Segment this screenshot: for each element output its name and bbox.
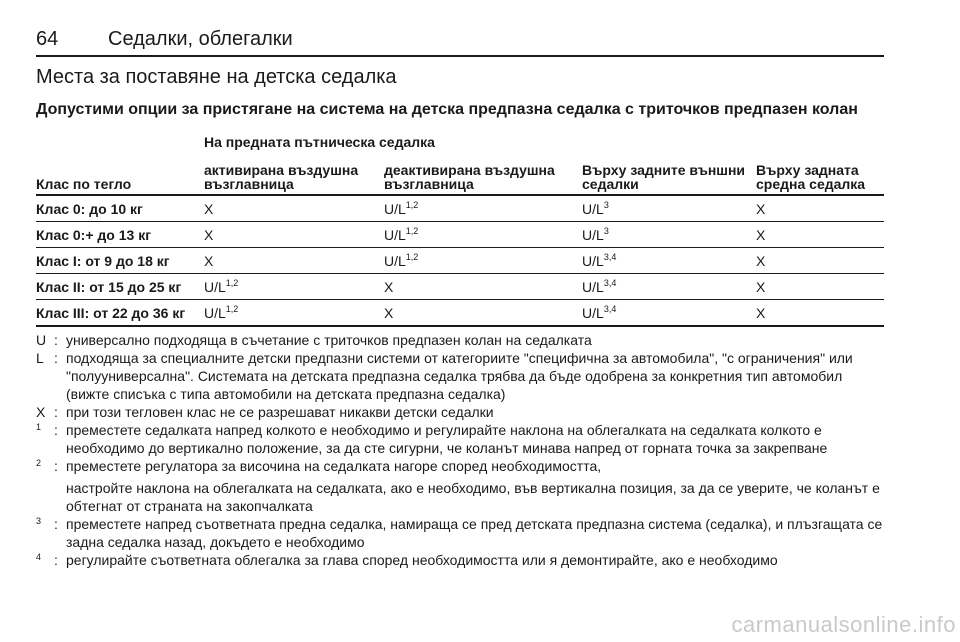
note-item: [36, 349, 884, 403]
note-item: [36, 515, 884, 551]
note-key: [36, 479, 54, 515]
subsection-title: Допустими опции за пристягане на система на детска предпазна седалка с триточков предпазен колан: [36, 101, 858, 118]
table-cell: [582, 274, 756, 300]
footnote-ref: 3,4: [603, 251, 617, 262]
note-text: регулирайте съответната облегалка за глава според необходимостта или я демонтирайте, ако е необходимо: [66, 552, 778, 568]
table-cell: [582, 248, 756, 274]
note-key: 1: [36, 422, 42, 432]
table-cell: [582, 300, 756, 327]
column-header-rear-outer: Върху задните външни седалки: [582, 162, 746, 192]
table-cell: [582, 195, 756, 222]
cell-value: U/L: [384, 226, 406, 243]
note-colon: :: [54, 458, 58, 474]
table-header: [36, 133, 884, 195]
table-cell: [204, 222, 384, 248]
column-header-rear-center: Върху задната средна седалка: [756, 162, 866, 192]
footnote-ref: 1,2: [405, 251, 419, 262]
note-key: 3: [36, 516, 42, 526]
table-cell: [384, 274, 582, 300]
table-row: [36, 222, 884, 248]
table-cell: [756, 248, 884, 274]
cell-value: U/L: [582, 304, 604, 321]
cell-value: X: [756, 304, 766, 321]
footnote-ref: 1,2: [225, 277, 239, 288]
footnote-ref: 3,4: [603, 277, 617, 288]
note-colon: :: [54, 552, 58, 568]
cell-value: U/L: [582, 278, 604, 295]
table-cell: [204, 274, 384, 300]
table-cell: [204, 300, 384, 327]
note-text: настройте наклона на облегалката на седалката, ако е необходимо, във вертикална позиция, за да се уверите, че коланът е обтегнат от страната на закопчалката: [66, 480, 880, 514]
table-cell: [756, 274, 884, 300]
footnote-ref: 3,4: [603, 303, 617, 314]
row-label: Клас III: от 22 до 36 кг: [36, 304, 186, 321]
row-label: Клас 0:+ до 13 кг: [36, 226, 152, 243]
table-row: [36, 300, 884, 327]
header-spacer: [756, 133, 884, 157]
table-cell: [384, 300, 582, 327]
row-label: Клас II: от 15 до 25 кг: [36, 278, 182, 295]
column-header-airbag-off: деактивирана въздушна възглавница: [384, 162, 555, 192]
note-item: [36, 457, 884, 475]
table-row: [36, 195, 884, 222]
footnote-ref: 1,2: [405, 225, 419, 236]
note-key: 2: [36, 458, 42, 468]
note-item: [36, 331, 884, 349]
table-cell: [756, 195, 884, 222]
cell-value: X: [204, 252, 214, 269]
footnote-ref: 3: [603, 225, 609, 236]
note-text: преместете напред съответната предна седалка, намираща се пред детската предпазна система (седалка), и плъзгащата се задна седалка назад, докъдето е необходимо: [66, 516, 883, 550]
note-item: [36, 479, 884, 515]
table-cell: [204, 248, 384, 274]
cell-value: X: [756, 252, 766, 269]
table-cell: [384, 248, 582, 274]
table-cell: [756, 222, 884, 248]
section-title: Места за поставяне на детска седалка: [36, 66, 397, 88]
legend-notes: [36, 331, 884, 569]
cell-value: U/L: [582, 200, 604, 217]
footnote-ref: 1,2: [405, 199, 419, 210]
cell-value: X: [756, 278, 766, 295]
note-colon: :: [54, 350, 58, 366]
cell-value: X: [756, 226, 766, 243]
note-colon: :: [54, 422, 58, 438]
note-colon-spacer: [54, 479, 66, 515]
note-colon: :: [54, 332, 58, 348]
row-label: Клас 0: до 10 кг: [36, 200, 143, 217]
column-header-weight-class: Клас по тегло: [36, 176, 132, 192]
note-text: универсално подходяща в съчетание с триточков предпазен колан на седалката: [66, 332, 592, 348]
page-number: 64: [36, 28, 59, 50]
column-header-airbag-on: активирана въздушна възглавница: [204, 162, 359, 192]
note-item: [36, 551, 884, 569]
footnote-ref: 3: [603, 199, 609, 210]
cell-value: X: [384, 278, 394, 295]
table-cell: [756, 300, 884, 327]
cell-value: X: [204, 226, 214, 243]
note-key: 4: [36, 552, 42, 562]
cell-value: U/L: [384, 252, 406, 269]
cell-value: U/L: [582, 226, 604, 243]
table-cell: [384, 195, 582, 222]
cell-value: U/L: [384, 200, 406, 217]
row-label: Клас I: от 9 до 18 кг: [36, 252, 170, 269]
table-row: [36, 274, 884, 300]
note-text: подходяща за специалните детски предпазни системи от категориите "специфична за автомобила", "с ограничения" или "полууниверсална". Системата на детската предпазна седалка трябва да бъде одобрена за конкретния тип автомобил (вижте списъка с типа автомобили на детската предпазна седалка): [66, 350, 853, 402]
cell-value: X: [204, 200, 214, 217]
header-rule: [36, 55, 884, 57]
note-colon: :: [54, 404, 58, 420]
column-group-front-passenger: На предната пътническа седалка: [204, 134, 435, 150]
table-row: [36, 248, 884, 274]
child-seat-table: [36, 133, 884, 327]
table-cell: [582, 222, 756, 248]
watermark: carmanualsonline.info: [731, 612, 956, 637]
table-body: [36, 195, 884, 326]
footnote-ref: 1,2: [225, 303, 239, 314]
header-spacer: [582, 133, 756, 157]
note-text: при този тегловен клас не се разрешават никакви детски седалки: [66, 404, 494, 420]
cell-value: U/L: [204, 278, 226, 295]
note-item: [36, 403, 884, 421]
chapter-title: Седалки, облегалки: [108, 28, 293, 50]
cell-value: U/L: [204, 304, 226, 321]
note-text: преместете седалката напред колкото е необходимо и регулирайте наклона на облегалката на седалката колкото е необходимо до вертикално положение, за да сте сигурни, че коланът минава напред от горната точка за закрепване: [66, 422, 828, 456]
note-key: U: [36, 332, 47, 348]
cell-value: X: [756, 200, 766, 217]
note-key: X: [36, 404, 46, 420]
cell-value: X: [384, 304, 394, 321]
note-text: преместете регулатора за височина на седалката нагоре според необходимостта,: [66, 458, 602, 474]
cell-value: U/L: [582, 252, 604, 269]
table-cell: [384, 222, 582, 248]
note-key: L: [36, 350, 44, 366]
note-item: [36, 421, 884, 457]
note-colon: :: [54, 516, 58, 532]
table-cell: [204, 195, 384, 222]
page-header: [36, 28, 884, 54]
